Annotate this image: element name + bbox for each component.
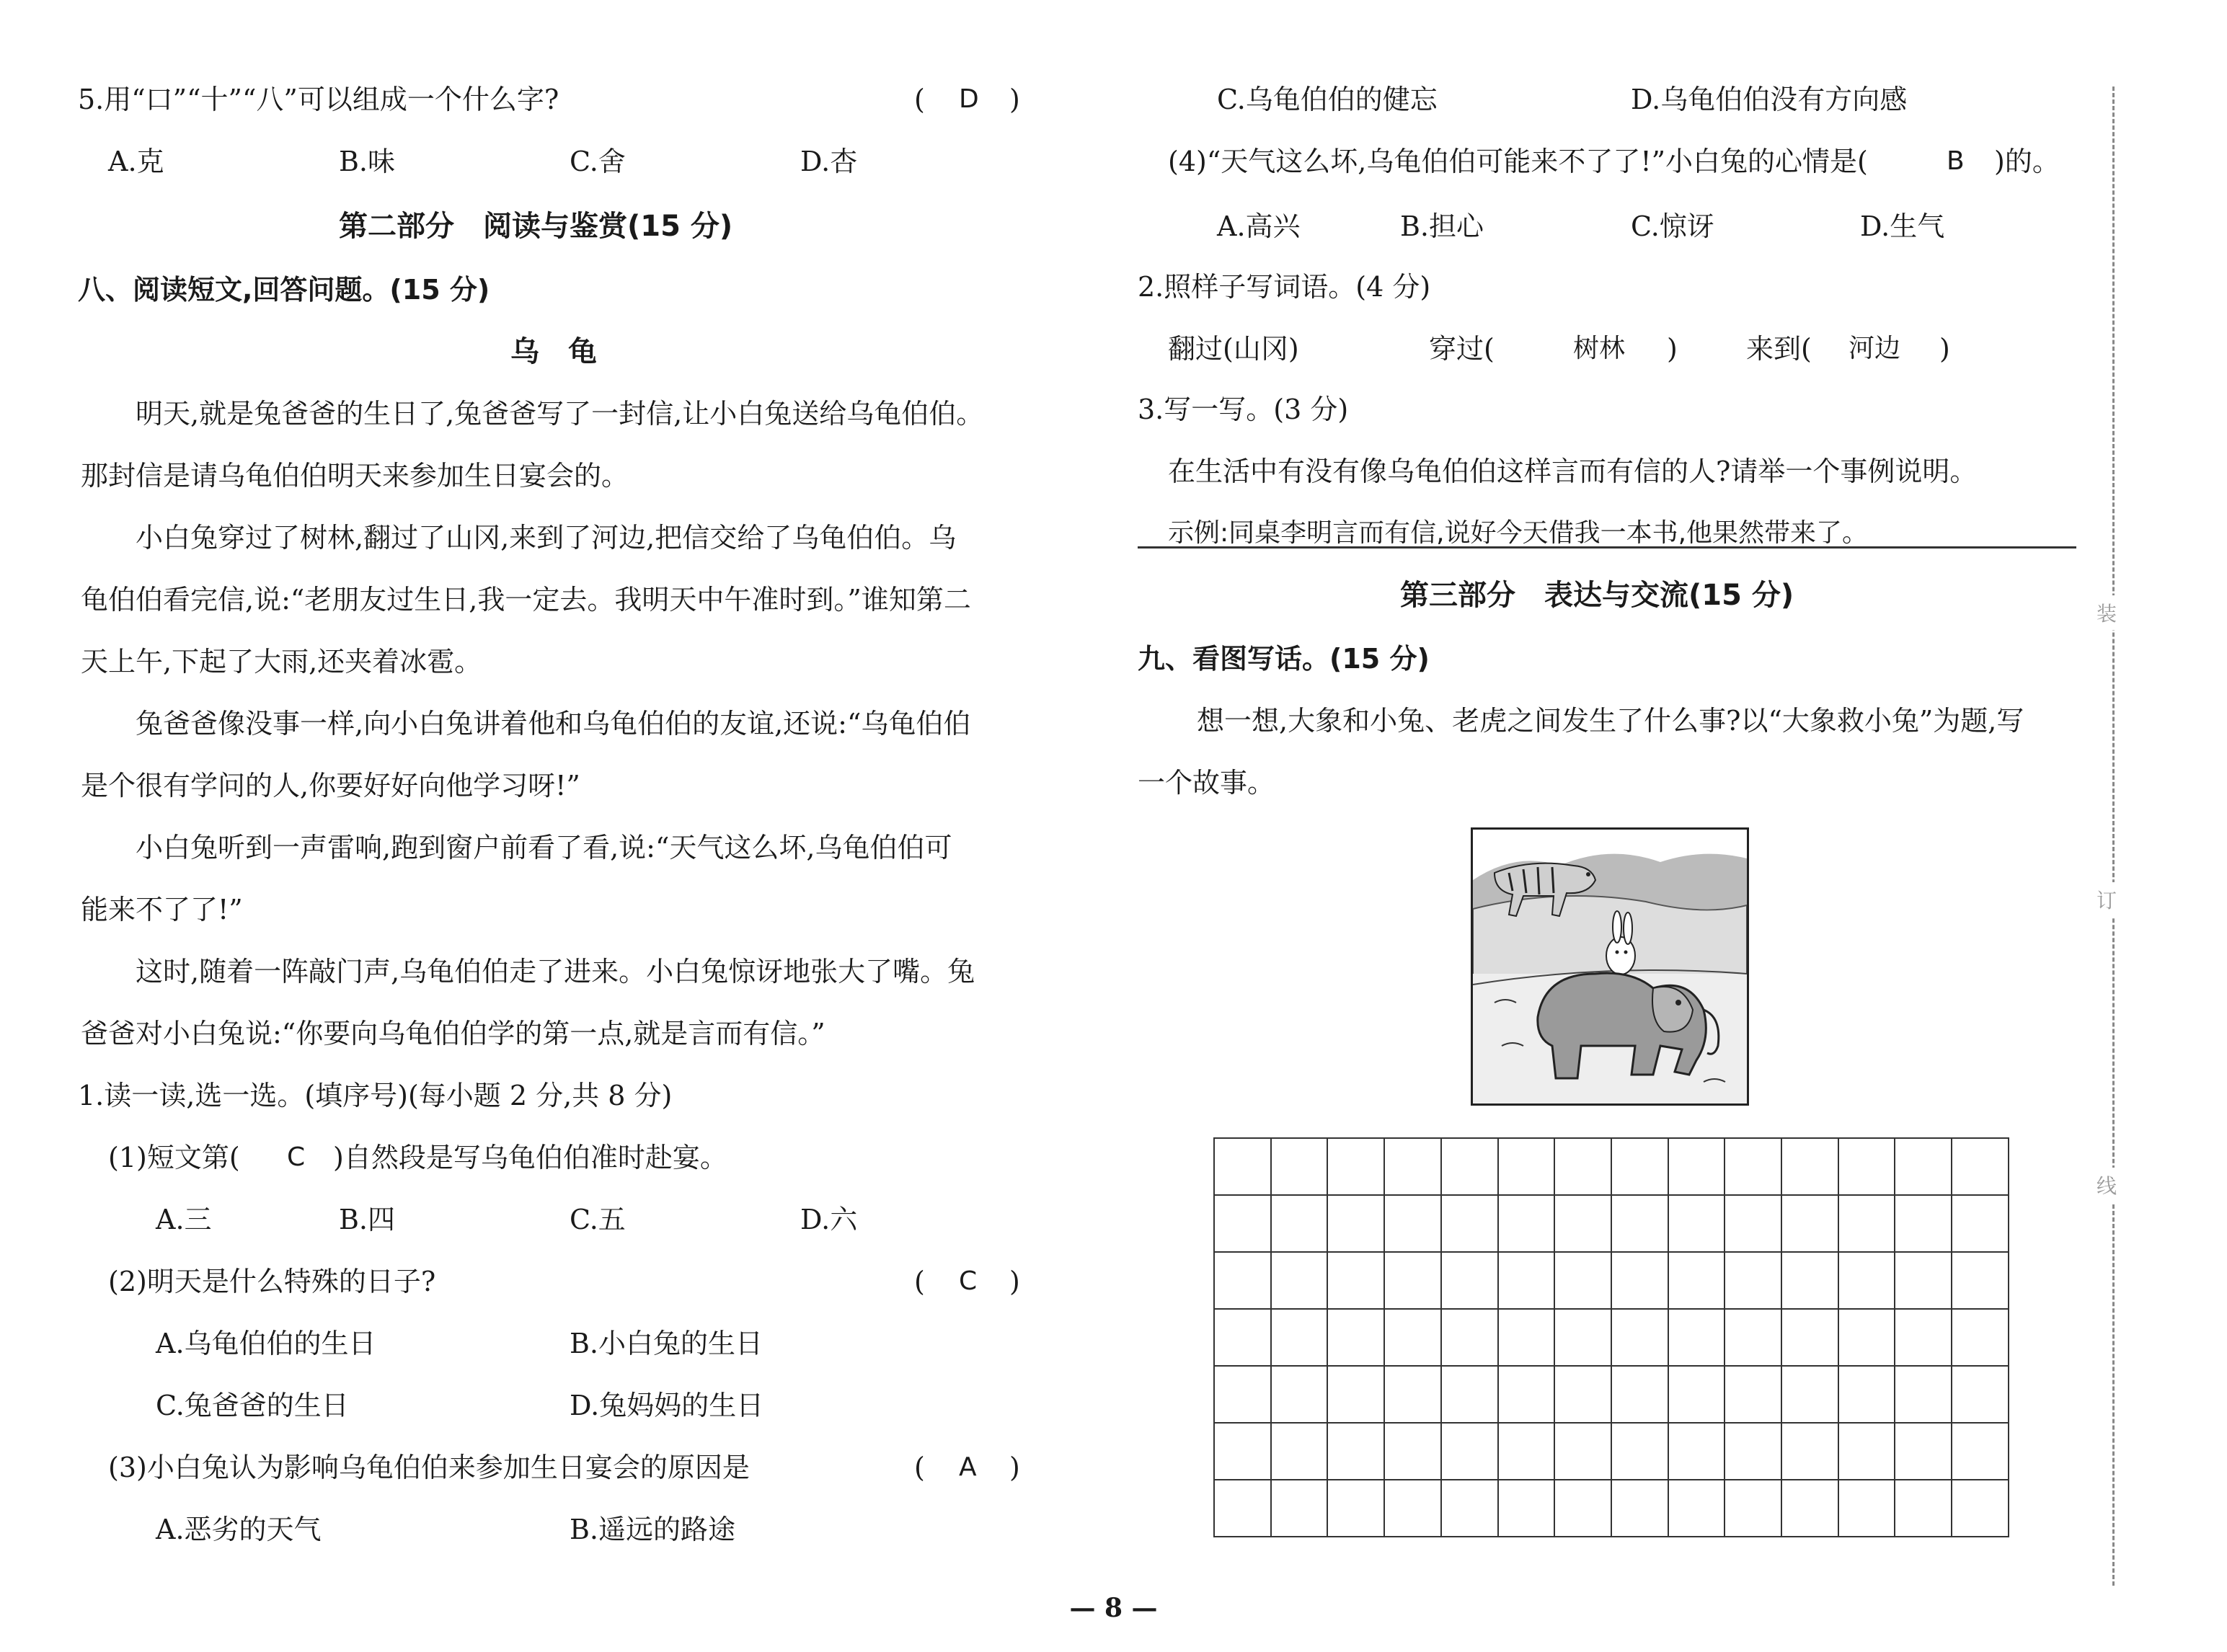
example-word: 翻过(山冈) — [1168, 333, 1299, 365]
grid-cell[interactable] — [1327, 1480, 1384, 1537]
grid-cell[interactable] — [1725, 1480, 1781, 1537]
answer-paren-close: ) — [1009, 1266, 1020, 1297]
grid-cell[interactable] — [1952, 1423, 2009, 1480]
grid-row — [1214, 1138, 2009, 1195]
binding-char: 装 — [2097, 595, 2117, 630]
page-number: — 8 — — [1069, 1593, 1158, 1623]
option: D.生气 — [1860, 210, 1945, 242]
grid-cell[interactable] — [1384, 1252, 1441, 1309]
illustration-svg — [1473, 830, 1747, 1103]
option: B.遥远的路途 — [570, 1514, 736, 1545]
option: A.高兴 — [1217, 210, 1301, 242]
grid-cell[interactable] — [1498, 1252, 1555, 1309]
answer-paren-close: ) — [1009, 1452, 1020, 1483]
grid-cell[interactable] — [1668, 1252, 1725, 1309]
grid-cell[interactable] — [1725, 1423, 1781, 1480]
option: A.乌龟伯伯的生日 — [156, 1328, 376, 1359]
grid-cell[interactable] — [1384, 1195, 1441, 1252]
grid-cell[interactable] — [1214, 1366, 1271, 1423]
grid-cell[interactable] — [1554, 1480, 1611, 1537]
grid-cell[interactable] — [1214, 1252, 1271, 1309]
grid-cell[interactable] — [1668, 1195, 1725, 1252]
writing-grid[interactable] — [1213, 1137, 2009, 1537]
grid-cell[interactable] — [1384, 1366, 1441, 1423]
grid-cell[interactable] — [1327, 1366, 1384, 1423]
grid-cell[interactable] — [1498, 1480, 1555, 1537]
grid-cell[interactable] — [1611, 1252, 1668, 1309]
option: D.六 — [800, 1204, 858, 1235]
answer-paren-open: ( — [914, 1266, 925, 1297]
grid-cell[interactable] — [1725, 1138, 1781, 1195]
grid-cell[interactable] — [1781, 1252, 1838, 1309]
grid-cell[interactable] — [1271, 1252, 1328, 1309]
option: C.兔爸爸的生日 — [156, 1390, 349, 1421]
grid-cell[interactable] — [1327, 1423, 1384, 1480]
grid-cell[interactable] — [1327, 1252, 1384, 1309]
grid-row — [1214, 1252, 2009, 1309]
grid-cell[interactable] — [1271, 1138, 1328, 1195]
story-line: 是个很有学问的人,你要好好向他学习呀!” — [81, 770, 580, 801]
grid-cell[interactable] — [1441, 1480, 1498, 1537]
part-3-title: 第三部分 表达与交流(15 分) — [1400, 579, 1794, 612]
grid-cell[interactable] — [1952, 1480, 2009, 1537]
grid-cell[interactable] — [1214, 1480, 1271, 1537]
grid-cell[interactable] — [1271, 1480, 1328, 1537]
grid-cell[interactable] — [1895, 1138, 1952, 1195]
grid-cell[interactable] — [1725, 1252, 1781, 1309]
grid-cell[interactable] — [1384, 1480, 1441, 1537]
binding-line — [2112, 86, 2115, 1586]
grid-cell[interactable] — [1611, 1480, 1668, 1537]
grid-cell[interactable] — [1271, 1309, 1328, 1366]
grid-cell[interactable] — [1838, 1138, 1895, 1195]
option: C.舍 — [570, 146, 626, 177]
grid-cell[interactable] — [1668, 1366, 1725, 1423]
grid-cell[interactable] — [1952, 1309, 2009, 1366]
grid-cell[interactable] — [1327, 1195, 1384, 1252]
answer-paren-close: ) — [1009, 84, 1020, 115]
grid-cell[interactable] — [1781, 1309, 1838, 1366]
option: D.乌龟伯伯没有方向感 — [1631, 84, 1908, 115]
answer-line — [1138, 546, 2076, 549]
grid-cell[interactable] — [1611, 1423, 1668, 1480]
grid-cell[interactable] — [1441, 1195, 1498, 1252]
question-1-2: (2)明天是什么特殊的日子? — [108, 1266, 436, 1297]
fill-blank-post: ) — [1667, 333, 1678, 365]
grid-cell[interactable] — [1384, 1138, 1441, 1195]
grid-cell[interactable] — [1668, 1423, 1725, 1480]
option: A.三 — [156, 1204, 212, 1235]
grid-cell[interactable] — [1668, 1138, 1725, 1195]
answer-q1-4: B — [1947, 146, 1965, 176]
story-line: 爸爸对小白兔说:“你要向乌龟伯伯学的第一点,就是言而有信。” — [81, 1018, 825, 1049]
grid-cell[interactable] — [1895, 1480, 1952, 1537]
answer-q2-2: 河边 — [1849, 334, 1901, 363]
section-9-title: 九、看图写话。(15 分) — [1138, 643, 1430, 675]
grid-cell[interactable] — [1554, 1195, 1611, 1252]
answer-q2-1: 树林 — [1573, 334, 1626, 363]
story-illustration — [1471, 827, 1749, 1106]
option: C.乌龟伯伯的健忘 — [1217, 84, 1438, 115]
grid-cell[interactable] — [1441, 1423, 1498, 1480]
answer-paren-open: ( — [914, 84, 925, 115]
question-1-3: (3)小白兔认为影响乌龟伯伯来参加生日宴会的原因是 — [108, 1452, 750, 1483]
grid-cell[interactable] — [1895, 1309, 1952, 1366]
answer-q1-2: C — [959, 1266, 978, 1296]
grid-cell[interactable] — [1895, 1252, 1952, 1309]
grid-cell[interactable] — [1725, 1309, 1781, 1366]
option: A.克 — [108, 146, 164, 177]
question-3: 3.写一写。(3 分) — [1138, 394, 1349, 425]
option: B.担心 — [1400, 210, 1484, 242]
question-1-1-rest: )自然段是写乌龟伯伯准时赴宴。 — [333, 1142, 727, 1173]
question-1-4: (4)“天气这么坏,乌龟伯伯可能来不了了!”小白兔的心情是( — [1168, 146, 1868, 177]
question-1: 1.读一读,选一选。(填序号)(每小题 2 分,共 8 分) — [78, 1080, 673, 1111]
answer-q1-1: C — [287, 1142, 306, 1172]
grid-cell[interactable] — [1668, 1480, 1725, 1537]
grid-cell[interactable] — [1611, 1366, 1668, 1423]
option: D.杏 — [800, 146, 858, 177]
grid-cell[interactable] — [1668, 1309, 1725, 1366]
grid-cell[interactable] — [1725, 1195, 1781, 1252]
grid-cell[interactable] — [1271, 1366, 1328, 1423]
grid-cell[interactable] — [1384, 1423, 1441, 1480]
grid-cell[interactable] — [1554, 1423, 1611, 1480]
grid-cell[interactable] — [1895, 1195, 1952, 1252]
grid-cell[interactable] — [1781, 1480, 1838, 1537]
question-5: 5.用“口”“十”“八”可以组成一个什么字? — [78, 84, 559, 115]
grid-cell[interactable] — [1498, 1423, 1555, 1480]
grid-cell[interactable] — [1554, 1138, 1611, 1195]
grid-cell[interactable] — [1611, 1195, 1668, 1252]
grid-cell[interactable] — [1895, 1366, 1952, 1423]
answer-q3: 示例:同桌李明言而有信,说好今天借我一本书,他果然带来了。 — [1168, 518, 1869, 548]
grid-cell[interactable] — [1441, 1366, 1498, 1423]
answer-q5: D — [959, 84, 979, 114]
grid-cell[interactable] — [1838, 1252, 1895, 1309]
part-2-title: 第二部分 阅读与鉴赏(15 分) — [339, 210, 733, 243]
grid-cell[interactable] — [1838, 1423, 1895, 1480]
grid-row — [1214, 1366, 2009, 1423]
grid-cell[interactable] — [1611, 1138, 1668, 1195]
grid-cell[interactable] — [1498, 1195, 1555, 1252]
grid-cell[interactable] — [1952, 1138, 2009, 1195]
option: B.小白兔的生日 — [570, 1328, 763, 1359]
binding-char: 订 — [2097, 882, 2117, 917]
option: A.恶劣的天气 — [156, 1514, 322, 1545]
grid-cell[interactable] — [1327, 1309, 1384, 1366]
story-line: 小白兔穿过了树林,翻过了山冈,来到了河边,把信交给了乌龟伯伯。乌 — [136, 522, 957, 554]
grid-cell[interactable] — [1498, 1366, 1555, 1423]
story-line: 明天,就是兔爸爸的生日了,兔爸爸写了一封信,让小白兔送给乌龟伯伯。 — [136, 398, 984, 430]
grid-cell[interactable] — [1838, 1195, 1895, 1252]
option: C.惊讶 — [1631, 210, 1714, 242]
grid-row — [1214, 1309, 2009, 1366]
story-title: 乌 龟 — [510, 335, 597, 368]
section-9-prompt: 想一想,大象和小兔、老虎之间发生了什么事?以“大象救小兔”为题,写 — [1197, 705, 2024, 737]
question-2: 2.照样子写词语。(4 分) — [1138, 271, 1431, 303]
grid-cell[interactable] — [1952, 1252, 2009, 1309]
fill-blank-post: ) — [1939, 333, 1950, 365]
story-line: 这时,随着一阵敲门声,乌龟伯伯走了进来。小白兔惊讶地张大了嘴。兔 — [136, 956, 975, 987]
grid-cell[interactable] — [1725, 1366, 1781, 1423]
section-9-prompt: 一个故事。 — [1138, 767, 1275, 799]
grid-cell[interactable] — [1441, 1252, 1498, 1309]
story-line: 天上午,下起了大雨,还夹着冰雹。 — [81, 646, 482, 678]
grid-cell[interactable] — [1327, 1138, 1384, 1195]
story-line: 那封信是请乌龟伯伯明天来参加生日宴会的。 — [81, 460, 629, 492]
grid-cell[interactable] — [1498, 1309, 1555, 1366]
grid-cell[interactable] — [1384, 1309, 1441, 1366]
question-1-1: (1)短文第( — [108, 1142, 240, 1173]
question-1-4-rest: )的。 — [1994, 146, 2060, 177]
grid-row — [1214, 1195, 2009, 1252]
grid-cell[interactable] — [1611, 1309, 1668, 1366]
grid-cell[interactable] — [1781, 1138, 1838, 1195]
grid-cell[interactable] — [1441, 1138, 1498, 1195]
grid-cell[interactable] — [1554, 1252, 1611, 1309]
grid-cell[interactable] — [1838, 1480, 1895, 1537]
grid-cell[interactable] — [1781, 1423, 1838, 1480]
grid-cell[interactable] — [1952, 1195, 2009, 1252]
grid-row — [1214, 1480, 2009, 1537]
story-line: 兔爸爸像没事一样,向小白兔讲着他和乌龟伯伯的友谊,还说:“乌龟伯伯 — [136, 708, 971, 740]
story-line: 龟伯伯看完信,说:“老朋友过生日,我一定去。我明天中午准时到。”谁知第二 — [81, 584, 971, 616]
grid-cell[interactable] — [1271, 1195, 1328, 1252]
binding-char: 线 — [2097, 1168, 2117, 1202]
option: B.味 — [339, 146, 396, 177]
option: B.四 — [339, 1204, 396, 1235]
grid-cell[interactable] — [1895, 1423, 1952, 1480]
grid-cell[interactable] — [1554, 1309, 1611, 1366]
grid-cell[interactable] — [1214, 1195, 1271, 1252]
fill-blank-pre: 来到( — [1746, 333, 1812, 365]
story-line: 小白兔听到一声雷响,跑到窗户前看了看,说:“天气这么坏,乌龟伯伯可 — [136, 832, 952, 863]
option: D.兔妈妈的生日 — [570, 1390, 764, 1421]
answer-q1-3: A — [959, 1452, 977, 1482]
grid-cell[interactable] — [1441, 1309, 1498, 1366]
grid-row — [1214, 1423, 2009, 1480]
grid-cell[interactable] — [1498, 1138, 1555, 1195]
fill-blank-pre: 穿过( — [1429, 333, 1495, 365]
grid-cell[interactable] — [1271, 1423, 1328, 1480]
grid-cell[interactable] — [1781, 1366, 1838, 1423]
section-8-title: 八、阅读短文,回答问题。(15 分) — [78, 274, 490, 306]
grid-cell[interactable] — [1838, 1366, 1895, 1423]
grid-cell[interactable] — [1554, 1366, 1611, 1423]
answer-paren-open: ( — [914, 1452, 925, 1483]
grid-cell[interactable] — [1781, 1195, 1838, 1252]
story-line: 能来不了了!” — [81, 894, 243, 925]
grid-cell[interactable] — [1838, 1309, 1895, 1366]
grid-cell[interactable] — [1952, 1366, 2009, 1423]
grid-cell[interactable] — [1214, 1138, 1271, 1195]
grid-cell[interactable] — [1214, 1423, 1271, 1480]
question-3-prompt: 在生活中有没有像乌龟伯伯这样言而有信的人?请举一个事例说明。 — [1168, 456, 1978, 487]
grid-cell[interactable] — [1214, 1309, 1271, 1366]
option: C.五 — [570, 1204, 626, 1235]
